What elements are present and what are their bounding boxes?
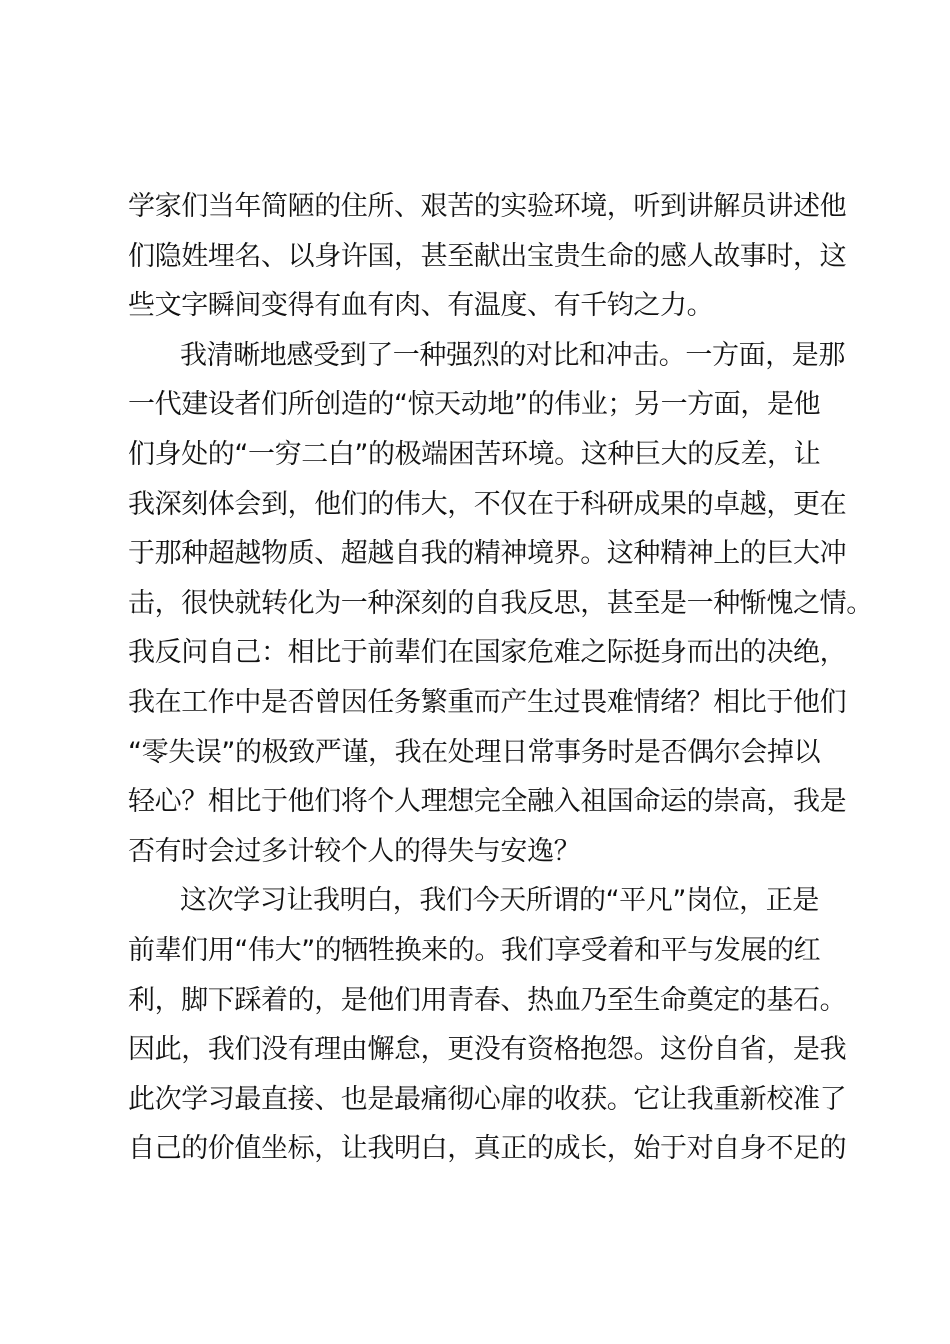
text-line: 否有时会过多计较个人的得失与安逸？ <box>128 835 581 867</box>
text-line: 击，很快就转化为一种深刻的自我反思，甚至是一种惭愧之情。 <box>128 587 873 619</box>
text-line: 此次学习最直接、也是最痛彻心扉的收获。它让我重新校准了 <box>128 1083 847 1115</box>
text-line: 利，脚下踩着的，是他们用青春、热血乃至生命奠定的基石。 <box>128 984 847 1016</box>
text-line: 学家们当年简陋的住所、艰苦的实验环境，听到讲解员讲述他 <box>128 191 847 222</box>
text-line: 轻心？相比于他们将个人理想完全融入祖国命运的崇高，我是 <box>128 786 847 818</box>
text-line: “零失误”的极致严谨，我在处理日常事务时是否偶尔会掉以 <box>128 736 821 768</box>
text-line: 我深刻体会到，他们的伟大，不仅在于科研成果的卓越，更在 <box>128 488 847 520</box>
text-line: 因此，我们没有理由懈怠，更没有资格抱怨。这份自省，是我 <box>128 1034 847 1066</box>
text-line: 们身处的“一穷二白”的极端困苦环境。这种巨大的反差，让 <box>128 438 821 470</box>
text-line: 于那种超越物质、超越自我的精神境界。这种精神上的巨大冲 <box>128 538 847 570</box>
text-line: 一代建设者们所创造的“惊天动地”的伟业；另一方面，是他 <box>128 389 821 421</box>
paragraph-first-line: 我清晰地感受到了一种强烈的对比和冲击。一方面，是那 <box>180 339 845 371</box>
body-text <box>128 182 873 1174</box>
paragraph-first-line: 这次学习让我明白，我们今天所谓的“平凡”岗位，正是 <box>180 885 819 917</box>
text-line: 我在工作中是否曾因任务繁重而产生过畏难情绪？相比于他们 <box>128 686 847 718</box>
text-line: 些文字瞬间变得有血有肉、有温度、有千钧之力。 <box>128 290 714 322</box>
text-line: 前辈们用“伟大”的牺牲换来的。我们享受着和平与发展的红 <box>128 934 821 966</box>
text-line: 们隐姓埋名、以身许国，甚至献出宝贵生命的感人故事时，这 <box>128 240 847 272</box>
text-line: 我反问自己：相比于前辈们在国家危难之际挺身而出的决绝， <box>128 637 847 669</box>
text-line: 自己的价值坐标，让我明白，真正的成长，始于对自身不足的 <box>128 1133 847 1165</box>
